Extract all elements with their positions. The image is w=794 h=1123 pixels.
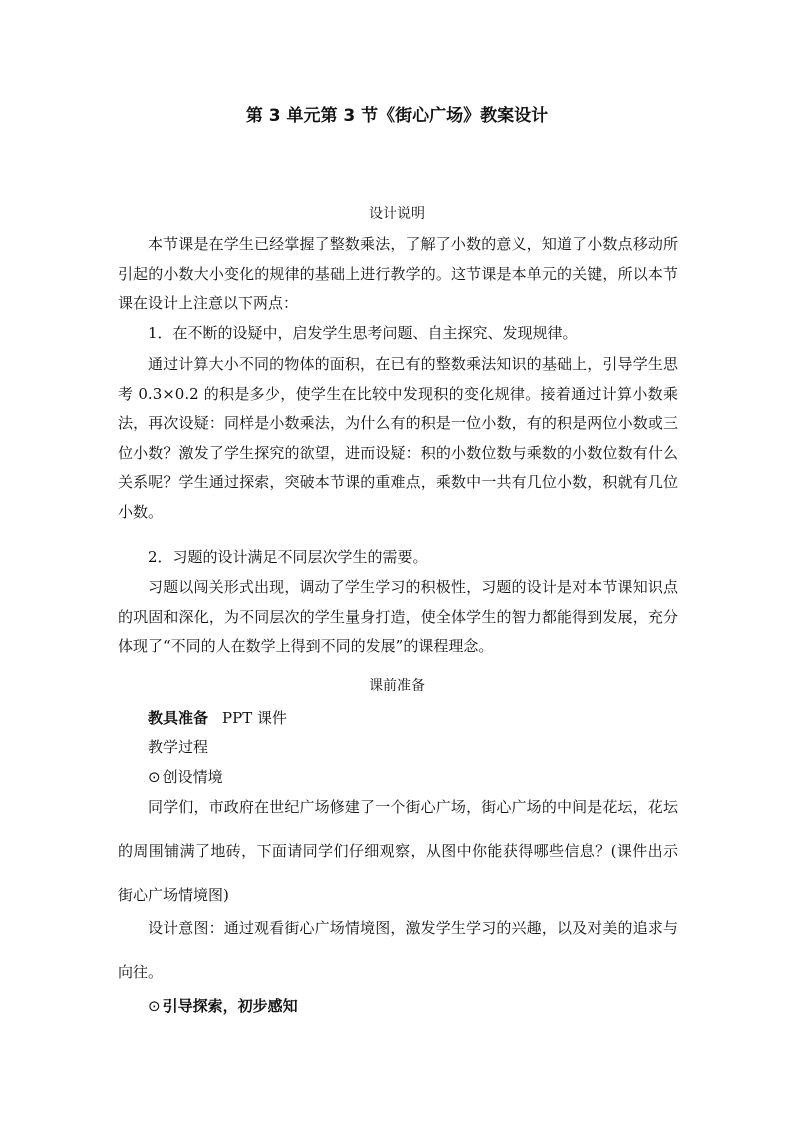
circle-dot-icon: ⊙: [148, 997, 161, 1015]
step2-heading: [148, 994, 298, 1018]
step1-title: 创设情境: [162, 768, 223, 786]
step1-body: 同学们，市政府在世纪广场修建了一个街心广场，街心广场的中间是花坛，花坛的周围铺满了地砖，下面请同学们仔细观察，从图中你能获得哪些信息？(课件出示街心广场情境图): [118, 798, 678, 904]
process-heading: 教学过程: [148, 738, 209, 756]
tools-label: 教具准备: [148, 709, 209, 727]
section-heading-prep: 课前准备: [369, 678, 425, 694]
point2-body: 习题以闯关形式出现，调动了学生学习的积极性，习题的设计是对本节课知识点的巩固和深化，为不同层次的学生量身打造，使全体学生的智力都能得到发展，充分体现了“不同的人在数学上得到不同的发展”的课程理念。: [118, 578, 678, 655]
point1-title: 1．在不断的设疑中，启发学生思考问题、自主探究、发现规律。: [148, 324, 578, 342]
page-title: 第 3 单元第 3 节《街心广场》教案设计: [245, 106, 549, 126]
section-heading-design-note: 设计说明: [369, 206, 425, 222]
tools-line: [148, 706, 287, 730]
circle-dot-icon: ⊙: [148, 768, 161, 786]
step1-intent: 设计意图：通过观看街心广场情境图，激发学生学习的兴趣，以及对美的追求与向往。: [118, 919, 678, 981]
step2-title: 引导探索，初步感知: [162, 997, 298, 1015]
point2-title: 2．习题的设计满足不同层次学生的需要。: [148, 548, 428, 566]
point1-body: 通过计算大小不同的物体的面积，在已有的整数乘法知识的基础上，引导学生思考 0.3×0.2 的积是多少，使学生在比较中发现积的变化规律。接着通过计算小数乘法，再次设疑：同样是小数乘法，为什么有的积是一位小数，有的积是两位小数或三位小数？激发了学生探究的欲望，进而设疑：积的小数位数与乘数的小数位数有什么关系呢？学生通过探索，突破本节课的重难点，乘数中一共有几位小数，积就有几位小数。: [118, 355, 678, 521]
tools-value: PPT 课件: [222, 709, 287, 727]
intro-paragraph: 本节课是在学生已经掌握了整数乘法，了解了小数的意义，知道了小数点移动所引起的小数大小变化的规律的基础上进行教学的。这节课是本单元的关键，所以本节课在设计上注意以下两点：: [118, 235, 678, 312]
